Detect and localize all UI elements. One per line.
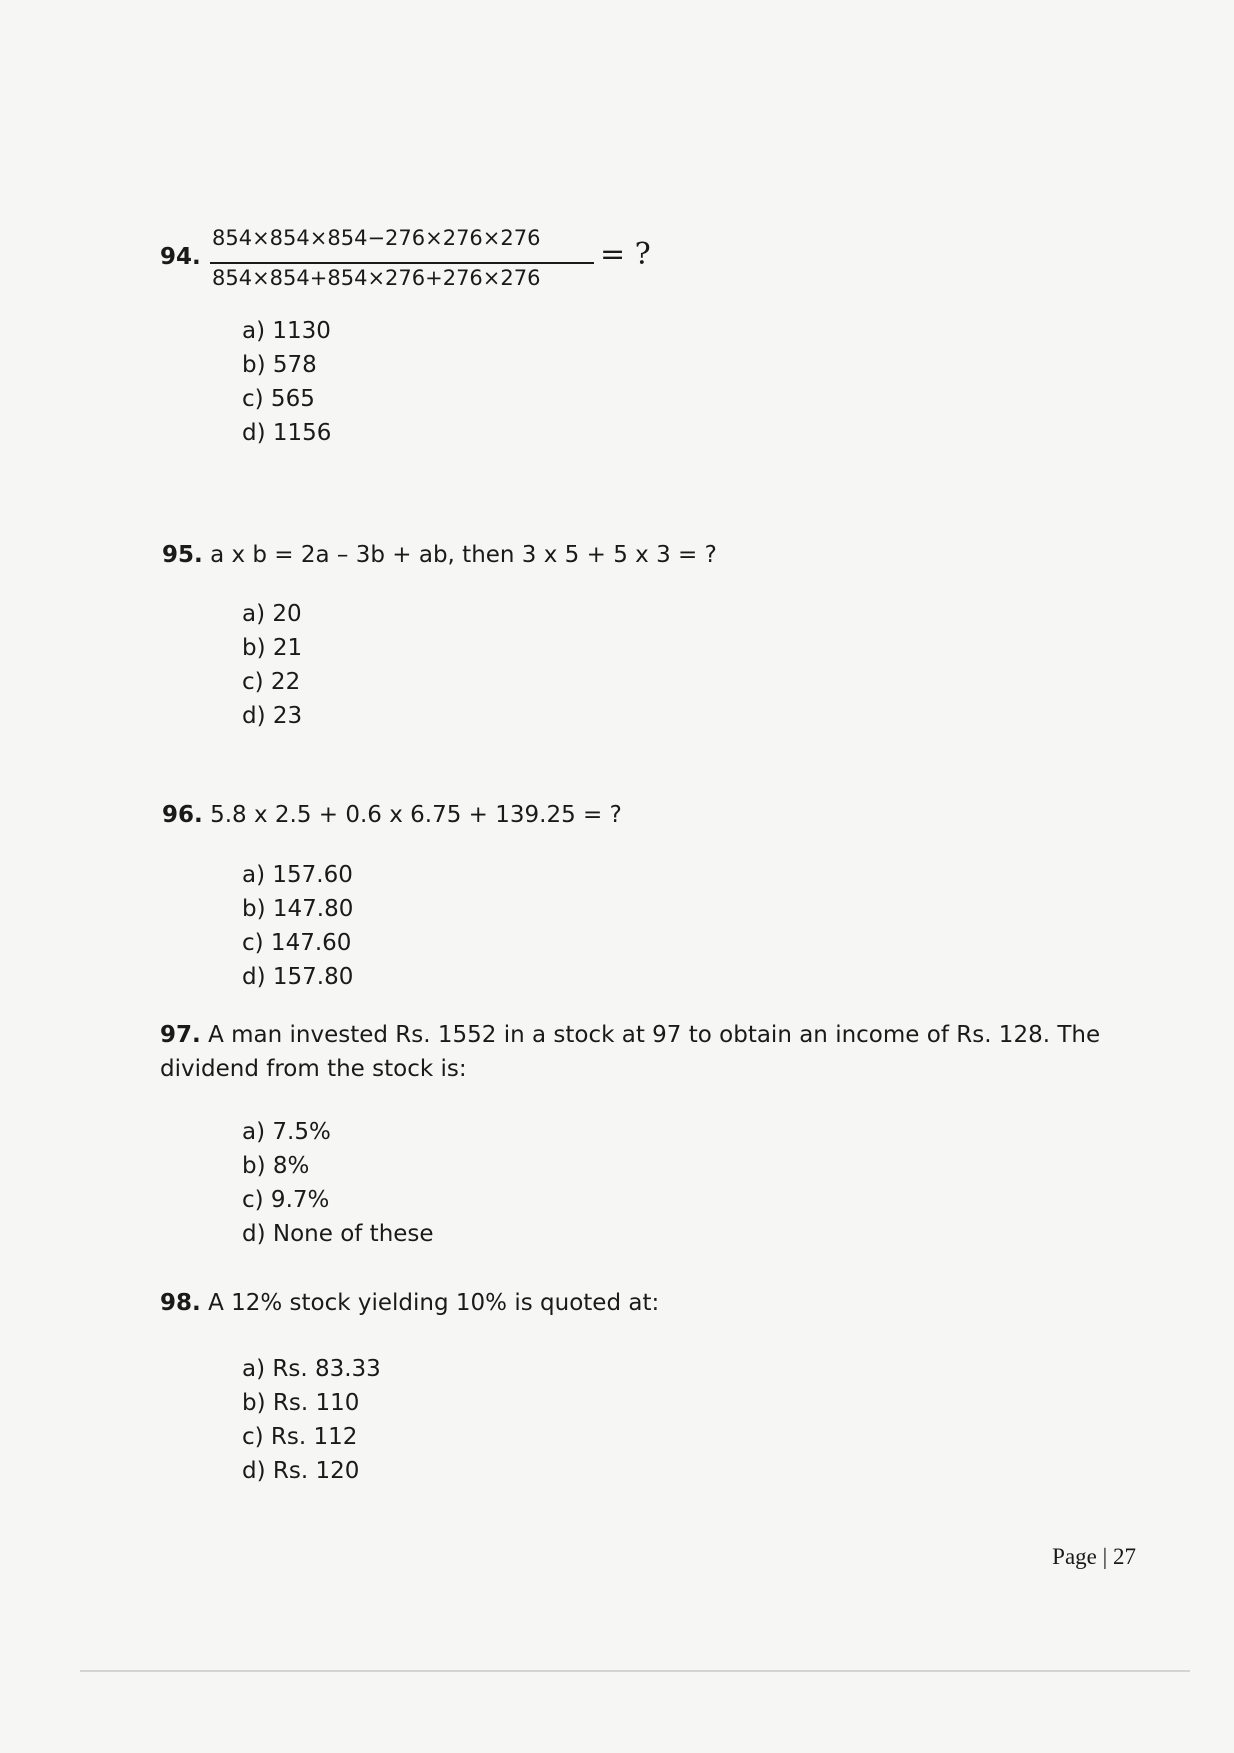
option-b: b) Rs. 110 xyxy=(242,1390,360,1416)
page-number: Page | 27 xyxy=(1052,1544,1136,1569)
question-number: 94. xyxy=(160,244,201,270)
option-b: b) 578 xyxy=(242,352,317,378)
question-text: A man invested Rs. 1552 in a stock at 97 to obtain an income of Rs. 128. The dividend from the stock is: xyxy=(160,1022,1101,1082)
question-text: 5.8 x 2.5 + 0.6 x 6.75 + 139.25 = ? xyxy=(210,802,622,828)
question-98 xyxy=(160,1286,659,1320)
question-96 xyxy=(162,798,622,832)
question-number: 95. xyxy=(162,542,203,568)
option-a: a) 7.5% xyxy=(242,1119,331,1145)
question-number: 98. xyxy=(160,1290,201,1316)
equals-question: = ? xyxy=(600,237,651,272)
option-c: c) 22 xyxy=(242,669,301,695)
option-d: d) 157.80 xyxy=(242,964,354,990)
options-98 xyxy=(242,1352,381,1488)
option-a: a) 20 xyxy=(242,601,302,627)
question-text: a x b = 2a – 3b + ab, then 3 x 5 + 5 x 3 = ? xyxy=(210,542,717,568)
options-96 xyxy=(242,858,353,994)
fraction-bar xyxy=(210,262,594,264)
option-b: b) 147.80 xyxy=(242,896,354,922)
option-a: a) Rs. 83.33 xyxy=(242,1356,381,1382)
option-a: a) 1130 xyxy=(242,318,331,344)
question-95 xyxy=(162,538,717,572)
option-c: c) 147.60 xyxy=(242,930,352,956)
option-d: d) None of these xyxy=(242,1221,434,1247)
option-a: a) 157.60 xyxy=(242,862,353,888)
question-text: A 12% stock yielding 10% is quoted at: xyxy=(208,1290,660,1316)
option-d: d) 1156 xyxy=(242,420,332,446)
option-c: c) 565 xyxy=(242,386,315,412)
option-d: d) Rs. 120 xyxy=(242,1458,360,1484)
fraction-numerator: 854×854×854−276×276×276 xyxy=(212,226,541,250)
page-edge-line xyxy=(80,1670,1190,1672)
question-97 xyxy=(160,1018,1140,1086)
question-number: 97. xyxy=(160,1022,201,1048)
option-d: d) 23 xyxy=(242,703,303,729)
option-c: c) 9.7% xyxy=(242,1187,330,1213)
options-94 xyxy=(242,314,331,450)
option-c: c) Rs. 112 xyxy=(242,1424,358,1450)
options-95 xyxy=(242,597,302,733)
fraction-denominator: 854×854+854×276+276×276 xyxy=(212,266,541,290)
option-b: b) 21 xyxy=(242,635,303,661)
question-number: 96. xyxy=(162,802,203,828)
option-b: b) 8% xyxy=(242,1153,310,1179)
options-97 xyxy=(242,1115,434,1251)
